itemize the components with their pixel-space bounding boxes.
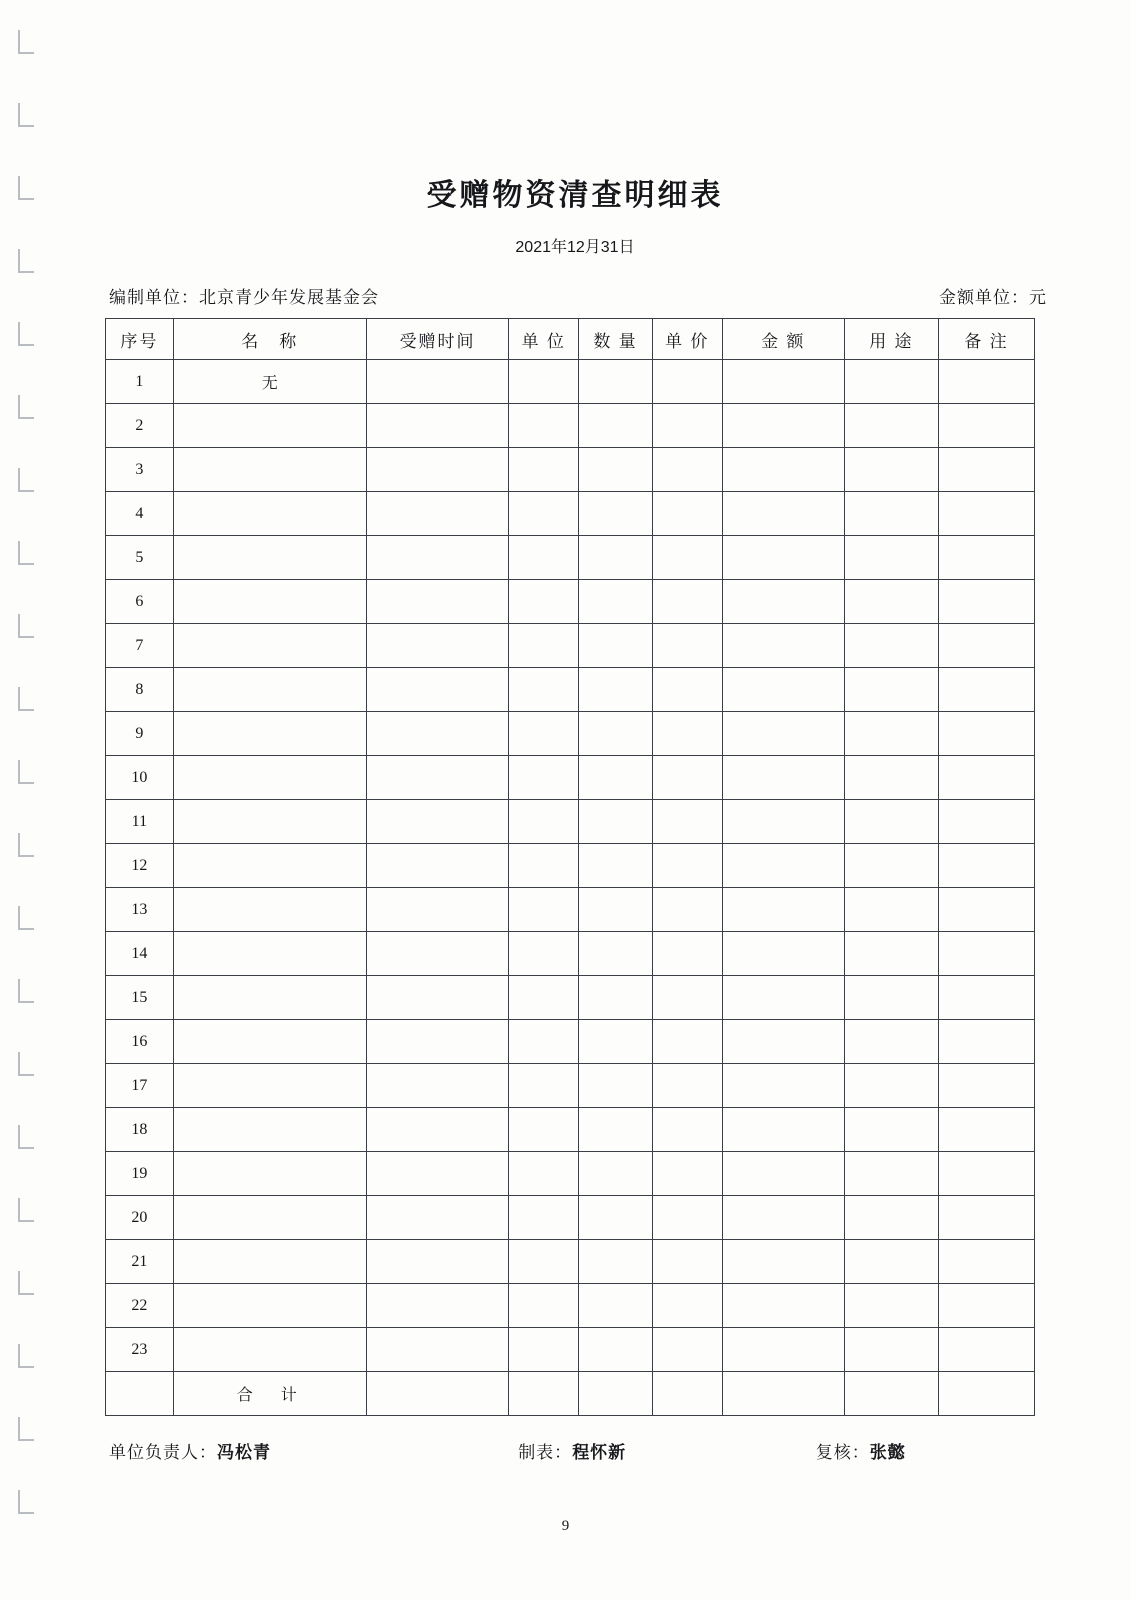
cell-amount (722, 1284, 844, 1328)
cell-index: 12 (106, 844, 174, 888)
cell-usage (844, 888, 938, 932)
prepared-by-label: 编制单位： (109, 288, 199, 307)
total-cell-time (366, 1372, 509, 1416)
punch-mark (18, 760, 34, 784)
cell-quantity (579, 536, 653, 580)
cell-usage (844, 360, 938, 404)
currency-unit-label: 金额单位： (939, 288, 1029, 307)
total-label: 合 计 (173, 1372, 366, 1416)
cell-unit-price (652, 712, 722, 756)
cell-usage (844, 712, 938, 756)
cell-name (173, 888, 366, 932)
table-row (106, 1108, 1035, 1152)
cell-name (173, 1108, 366, 1152)
cell-note (938, 624, 1034, 668)
cell-unit (509, 844, 579, 888)
cell-quantity (579, 1284, 653, 1328)
cell-time (366, 404, 509, 448)
total-cell-quantity (579, 1372, 653, 1416)
cell-note (938, 1196, 1034, 1240)
table-row (106, 360, 1035, 404)
cell-amount (722, 844, 844, 888)
cell-index: 8 (106, 668, 174, 712)
signature-responsible-name: 冯松青 (217, 1443, 271, 1463)
cell-name (173, 844, 366, 888)
table-row (106, 1328, 1035, 1372)
cell-note (938, 932, 1034, 976)
cell-quantity (579, 844, 653, 888)
cell-time (366, 1240, 509, 1284)
column-header-time: 受赠时间 (366, 319, 509, 360)
punch-mark (18, 687, 34, 711)
table-row (106, 1196, 1035, 1240)
cell-note (938, 492, 1034, 536)
table-total-row (106, 1372, 1035, 1416)
cell-usage (844, 932, 938, 976)
cell-note (938, 756, 1034, 800)
column-header-note: 备 注 (938, 319, 1034, 360)
table-body (106, 360, 1035, 1372)
currency-unit-value: 元 (1029, 288, 1047, 307)
cell-usage (844, 756, 938, 800)
table-row (106, 404, 1035, 448)
column-header-quantity: 数 量 (579, 319, 653, 360)
cell-amount (722, 932, 844, 976)
cell-index: 4 (106, 492, 174, 536)
cell-amount (722, 1240, 844, 1284)
punch-mark (18, 1271, 34, 1295)
cell-index: 10 (106, 756, 174, 800)
cell-time (366, 624, 509, 668)
cell-name (173, 1064, 366, 1108)
cell-amount (722, 1328, 844, 1372)
cell-usage (844, 536, 938, 580)
signature-reviewer-name: 张懿 (869, 1443, 906, 1463)
cell-unit-price (652, 580, 722, 624)
punch-mark (18, 30, 34, 54)
signature-preparer-label: 制表： (518, 1443, 573, 1462)
cell-unit-price (652, 492, 722, 536)
cell-index: 3 (106, 448, 174, 492)
cell-unit-price (652, 668, 722, 712)
punch-mark (18, 468, 34, 492)
table-row (106, 580, 1035, 624)
cell-unit (509, 360, 579, 404)
donated-goods-table (105, 318, 1035, 1416)
cell-quantity (579, 756, 653, 800)
cell-name (173, 668, 366, 712)
cell-unit-price (652, 800, 722, 844)
column-header-unit: 单 位 (509, 319, 579, 360)
cell-unit-price (652, 976, 722, 1020)
cell-quantity (579, 624, 653, 668)
cell-quantity (579, 1328, 653, 1372)
table-row (106, 756, 1035, 800)
cell-time (366, 888, 509, 932)
cell-unit-price (652, 1152, 722, 1196)
cell-name (173, 1328, 366, 1372)
cell-index: 9 (106, 712, 174, 756)
cell-usage (844, 1240, 938, 1284)
cell-usage (844, 492, 938, 536)
cell-name: 无 (173, 360, 366, 404)
cell-amount (722, 1020, 844, 1064)
cell-unit (509, 580, 579, 624)
cell-usage (844, 580, 938, 624)
cell-time (366, 1108, 509, 1152)
cell-quantity (579, 1196, 653, 1240)
cell-note (938, 712, 1034, 756)
cell-name (173, 976, 366, 1020)
cell-quantity (579, 888, 653, 932)
cell-amount (722, 1108, 844, 1152)
cell-unit (509, 756, 579, 800)
column-header-index: 序号 (106, 319, 174, 360)
total-cell-unit-price (652, 1372, 722, 1416)
cell-unit-price (652, 932, 722, 976)
cell-note (938, 1020, 1034, 1064)
table-row (106, 932, 1035, 976)
cell-index: 16 (106, 1020, 174, 1064)
cell-time (366, 1328, 509, 1372)
table-row (106, 668, 1035, 712)
cell-index: 5 (106, 536, 174, 580)
cell-time (366, 1020, 509, 1064)
cell-amount (722, 888, 844, 932)
cell-index: 20 (106, 1196, 174, 1240)
cell-quantity (579, 1108, 653, 1152)
page-number: 9 (561, 1518, 570, 1534)
cell-amount (722, 580, 844, 624)
cell-name (173, 800, 366, 844)
cell-quantity (579, 360, 653, 404)
cell-unit (509, 932, 579, 976)
punch-mark (18, 1198, 34, 1222)
cell-amount (722, 1152, 844, 1196)
punch-mark (18, 1125, 34, 1149)
cell-usage (844, 624, 938, 668)
cell-name (173, 1240, 366, 1284)
cell-index: 18 (106, 1108, 174, 1152)
cell-name (173, 1284, 366, 1328)
cell-unit (509, 668, 579, 712)
cell-note (938, 580, 1034, 624)
form-sheet (95, 0, 1055, 1600)
cell-index: 2 (106, 404, 174, 448)
cell-amount (722, 404, 844, 448)
punch-mark (18, 979, 34, 1003)
cell-amount (722, 360, 844, 404)
cell-unit (509, 492, 579, 536)
cell-unit (509, 888, 579, 932)
cell-unit (509, 624, 579, 668)
table-row (106, 492, 1035, 536)
cell-quantity (579, 668, 653, 712)
cell-amount (722, 800, 844, 844)
cell-time (366, 976, 509, 1020)
cell-index: 6 (106, 580, 174, 624)
table-row (106, 888, 1035, 932)
column-header-amount: 金 额 (722, 319, 844, 360)
table-row (106, 844, 1035, 888)
cell-usage (844, 668, 938, 712)
cell-time (366, 448, 509, 492)
cell-time (366, 1064, 509, 1108)
total-cell-note (938, 1372, 1034, 1416)
cell-unit-price (652, 1284, 722, 1328)
cell-time (366, 580, 509, 624)
cell-usage (844, 1020, 938, 1064)
cell-unit (509, 1328, 579, 1372)
cell-usage (844, 1284, 938, 1328)
signature-reviewer (816, 1438, 1039, 1463)
signature-preparer (518, 1438, 816, 1463)
report-date: 2021年12月31日 (515, 239, 635, 256)
total-cell-usage (844, 1372, 938, 1416)
cell-usage (844, 1152, 938, 1196)
cell-name (173, 448, 366, 492)
signature-responsible-label: 单位负责人： (109, 1443, 217, 1462)
table-row (106, 624, 1035, 668)
cell-note (938, 1284, 1034, 1328)
cell-unit (509, 404, 579, 448)
table-row (106, 1064, 1035, 1108)
cell-time (366, 492, 509, 536)
cell-unit-price (652, 1020, 722, 1064)
punch-mark (18, 833, 34, 857)
cell-index: 22 (106, 1284, 174, 1328)
table-row (106, 1284, 1035, 1328)
table-header-row (106, 319, 1035, 360)
currency-unit (939, 283, 1047, 308)
cell-name (173, 624, 366, 668)
cell-time (366, 1284, 509, 1328)
table-row (106, 800, 1035, 844)
table-row (106, 448, 1035, 492)
cell-quantity (579, 404, 653, 448)
cell-unit-price (652, 624, 722, 668)
cell-usage (844, 1108, 938, 1152)
punch-mark (18, 395, 34, 419)
cell-unit (509, 1064, 579, 1108)
cell-name (173, 492, 366, 536)
cell-time (366, 712, 509, 756)
cell-index: 23 (106, 1328, 174, 1372)
cell-note (938, 360, 1034, 404)
cell-unit-price (652, 844, 722, 888)
cell-usage (844, 1328, 938, 1372)
cell-unit-price (652, 536, 722, 580)
table-row (106, 536, 1035, 580)
cell-index: 13 (106, 888, 174, 932)
cell-unit (509, 1240, 579, 1284)
punch-mark (18, 1490, 34, 1514)
cell-time (366, 536, 509, 580)
cell-time (366, 360, 509, 404)
page-title: 受赠物资清查明细表 (426, 178, 724, 213)
cell-unit (509, 800, 579, 844)
cell-index: 11 (106, 800, 174, 844)
cell-note (938, 448, 1034, 492)
punch-mark (18, 1344, 34, 1368)
cell-name (173, 1020, 366, 1064)
cell-unit-price (652, 1064, 722, 1108)
cell-quantity (579, 492, 653, 536)
cell-name (173, 1152, 366, 1196)
cell-unit (509, 976, 579, 1020)
cell-note (938, 668, 1034, 712)
cell-note (938, 1328, 1034, 1372)
table-row (106, 1152, 1035, 1196)
cell-usage (844, 404, 938, 448)
cell-quantity (579, 1152, 653, 1196)
punch-mark (18, 176, 34, 200)
cell-index: 15 (106, 976, 174, 1020)
cell-time (366, 1196, 509, 1240)
cell-quantity (579, 1064, 653, 1108)
column-header-usage: 用 途 (844, 319, 938, 360)
cell-note (938, 1240, 1034, 1284)
cell-amount (722, 1196, 844, 1240)
cell-unit-price (652, 404, 722, 448)
cell-quantity (579, 1020, 653, 1064)
cell-usage (844, 448, 938, 492)
punch-mark (18, 322, 34, 346)
column-header-unit-price: 单 价 (652, 319, 722, 360)
cell-unit (509, 712, 579, 756)
total-cell-amount (722, 1372, 844, 1416)
cell-quantity (579, 800, 653, 844)
cell-amount (722, 976, 844, 1020)
signature-responsible (109, 1438, 518, 1463)
cell-time (366, 1152, 509, 1196)
cell-quantity (579, 448, 653, 492)
cell-index: 1 (106, 360, 174, 404)
cell-quantity (579, 1240, 653, 1284)
form-meta-row (95, 283, 1055, 308)
cell-note (938, 888, 1034, 932)
cell-index: 14 (106, 932, 174, 976)
cell-time (366, 756, 509, 800)
cell-name (173, 712, 366, 756)
cell-amount (722, 1064, 844, 1108)
cell-amount (722, 756, 844, 800)
cell-usage (844, 844, 938, 888)
punch-mark (18, 1417, 34, 1441)
table-row (106, 976, 1035, 1020)
cell-unit (509, 1196, 579, 1240)
punch-mark (18, 103, 34, 127)
cell-unit-price (652, 888, 722, 932)
cell-index: 21 (106, 1240, 174, 1284)
cell-unit (509, 1108, 579, 1152)
cell-unit-price (652, 1240, 722, 1284)
total-cell-unit (509, 1372, 579, 1416)
cell-index: 17 (106, 1064, 174, 1108)
cell-quantity (579, 712, 653, 756)
cell-note (938, 1064, 1034, 1108)
cell-unit (509, 1152, 579, 1196)
cell-unit-price (652, 1196, 722, 1240)
punch-mark (18, 1052, 34, 1076)
signature-preparer-name: 程怀新 (572, 1443, 627, 1463)
cell-name (173, 1196, 366, 1240)
punch-mark (18, 906, 34, 930)
prepared-by (109, 283, 379, 308)
punch-mark (18, 249, 34, 273)
cell-unit-price (652, 448, 722, 492)
cell-time (366, 800, 509, 844)
column-header-name: 名 称 (173, 319, 366, 360)
cell-usage (844, 1196, 938, 1240)
cell-usage (844, 1064, 938, 1108)
cell-unit-price (652, 1108, 722, 1152)
cell-name (173, 404, 366, 448)
cell-amount (722, 536, 844, 580)
cell-note (938, 1108, 1034, 1152)
cell-unit-price (652, 360, 722, 404)
cell-index: 19 (106, 1152, 174, 1196)
cell-amount (722, 712, 844, 756)
prepared-by-org: 北京青少年发展基金会 (199, 288, 379, 308)
cell-unit (509, 448, 579, 492)
cell-quantity (579, 976, 653, 1020)
cell-unit (509, 536, 579, 580)
cell-unit-price (652, 1328, 722, 1372)
cell-note (938, 800, 1034, 844)
cell-usage (844, 800, 938, 844)
cell-usage (844, 976, 938, 1020)
cell-name (173, 580, 366, 624)
signature-reviewer-label: 复核： (815, 1443, 870, 1462)
cell-quantity (579, 580, 653, 624)
cell-amount (722, 492, 844, 536)
cell-quantity (579, 932, 653, 976)
cell-note (938, 844, 1034, 888)
cell-unit-price (652, 756, 722, 800)
cell-time (366, 932, 509, 976)
cell-note (938, 536, 1034, 580)
cell-index: 7 (106, 624, 174, 668)
cell-name (173, 536, 366, 580)
cell-note (938, 1152, 1034, 1196)
punch-mark (18, 614, 34, 638)
cell-unit (509, 1284, 579, 1328)
cell-note (938, 404, 1034, 448)
cell-name (173, 932, 366, 976)
table-row (106, 712, 1035, 756)
cell-amount (722, 668, 844, 712)
cell-time (366, 844, 509, 888)
cell-amount (722, 448, 844, 492)
binder-punch-marks (18, 30, 44, 1570)
cell-note (938, 976, 1034, 1020)
table-row (106, 1240, 1035, 1284)
cell-amount (722, 624, 844, 668)
cell-name (173, 756, 366, 800)
signature-row (95, 1438, 1055, 1463)
cell-unit (509, 1020, 579, 1064)
total-cell-index (106, 1372, 174, 1416)
punch-mark (18, 541, 34, 565)
cell-time (366, 668, 509, 712)
table-row (106, 1020, 1035, 1064)
